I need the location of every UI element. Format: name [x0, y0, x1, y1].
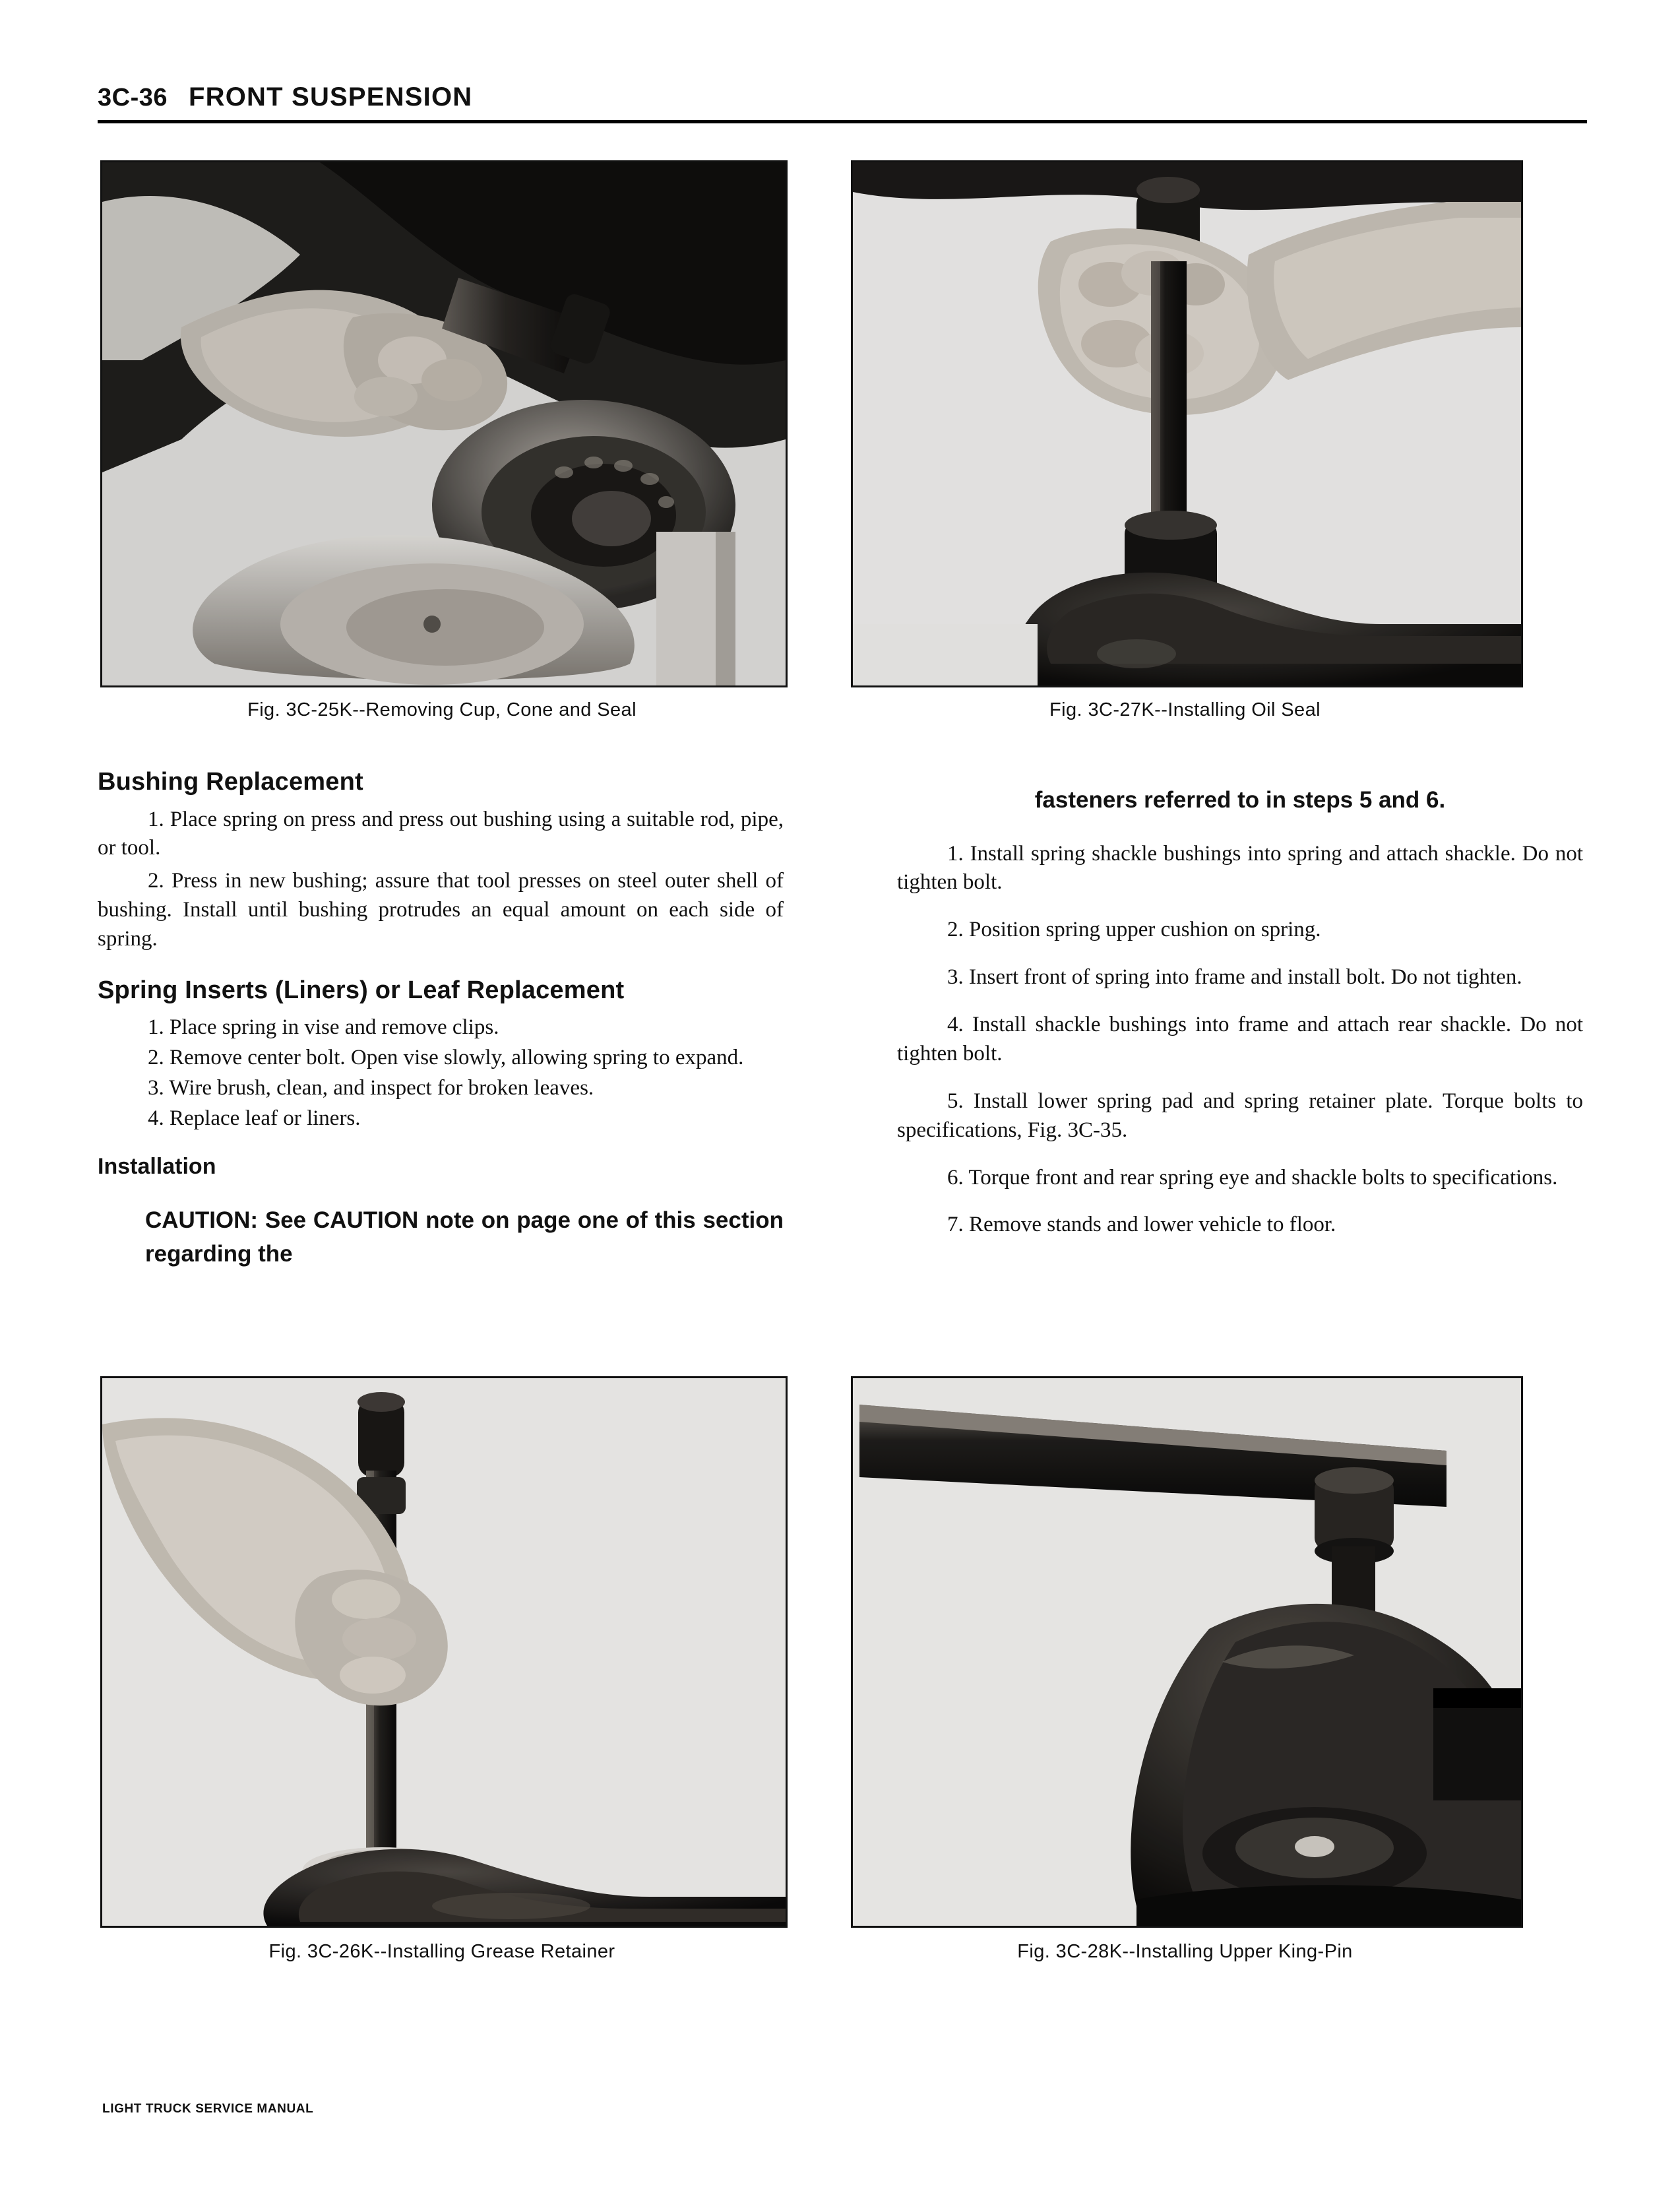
bushing-step-2: 2. Press in new bushing; assure that tool presses on steel outer shell of bushing. Install until bushing protrudes an equal amount on each side of spring. — [98, 869, 784, 951]
installation-heading: Installation — [98, 1153, 216, 1179]
header-rule — [98, 120, 1587, 123]
install-step-1: 1. Install spring shackle bushings into spring and attach shackle. Do not tighten bolt. — [897, 841, 1583, 895]
page-header — [98, 82, 1587, 112]
inserts-step-2: 2. Remove center bolt. Open vise slowly, allowing spring to expand. — [148, 1046, 744, 1070]
figure-3c-28k-caption: Fig. 3C-28K--Installing Upper King-Pin — [1017, 1941, 1353, 1962]
inserts-step-4: 4. Replace leaf or liners. — [148, 1106, 361, 1131]
install-step-3: 3. Insert front of spring into frame and install bolt. Do not tighten. — [947, 965, 1522, 990]
figure-3c-28k — [851, 1376, 1523, 1928]
figure-3c-25k-photo — [102, 162, 786, 685]
inserts-step-1: 1. Place spring in vise and remove clips. — [148, 1015, 499, 1040]
caution-note: CAUTION: See CAUTION note on page one of this section regarding the — [145, 1207, 784, 1267]
spring-inserts-heading: Spring Inserts (Liners) or Leaf Replacement — [98, 976, 625, 1004]
figure-3c-26k — [100, 1376, 788, 1928]
install-step-4: 4. Install shackle bushings into frame and attach rear shackle. Do not tighten bolt. — [897, 1013, 1583, 1065]
caution-note-continued: fasteners referred to in steps 5 and 6. — [1034, 787, 1446, 813]
figure-3c-27k-photo — [853, 162, 1521, 685]
figure-3c-26k-caption: Fig. 3C-26K--Installing Grease Retainer — [268, 1941, 615, 1962]
install-step-2: 2. Position spring upper cushion on spring. — [947, 918, 1321, 942]
inserts-step-3: 3. Wire brush, clean, and inspect for broken leaves. — [148, 1076, 594, 1100]
figure-3c-27k — [851, 160, 1523, 687]
footer-text: LIGHT TRUCK SERVICE MANUAL — [102, 2102, 314, 2116]
install-step-7: 7. Remove stands and lower vehicle to floor. — [947, 1213, 1336, 1237]
bushing-replacement-heading: Bushing Replacement — [98, 768, 363, 796]
figure-3c-26k-photo — [102, 1378, 786, 1926]
page-title: FRONT SUSPENSION — [189, 82, 473, 111]
figure-3c-25k-caption: Fig. 3C-25K--Removing Cup, Cone and Seal — [247, 699, 637, 720]
right-text-column — [897, 785, 1583, 1258]
install-step-5: 5. Install lower spring pad and spring retainer plate. Torque bolts to specifications, Fig. 3C-35. — [897, 1089, 1583, 1142]
left-text-column — [98, 765, 784, 1271]
figure-3c-25k — [100, 160, 788, 687]
figure-3c-28k-photo — [853, 1378, 1521, 1926]
install-step-6: 6. Torque front and rear spring eye and shackle bolts to specifications. — [947, 1165, 1558, 1190]
figure-3c-27k-caption: Fig. 3C-27K--Installing Oil Seal — [1049, 699, 1321, 720]
page-number: 3C-36 — [98, 84, 168, 111]
bushing-step-1: 1. Place spring on press and press out bushing using a suitable rod, pipe, or tool. — [98, 807, 784, 860]
